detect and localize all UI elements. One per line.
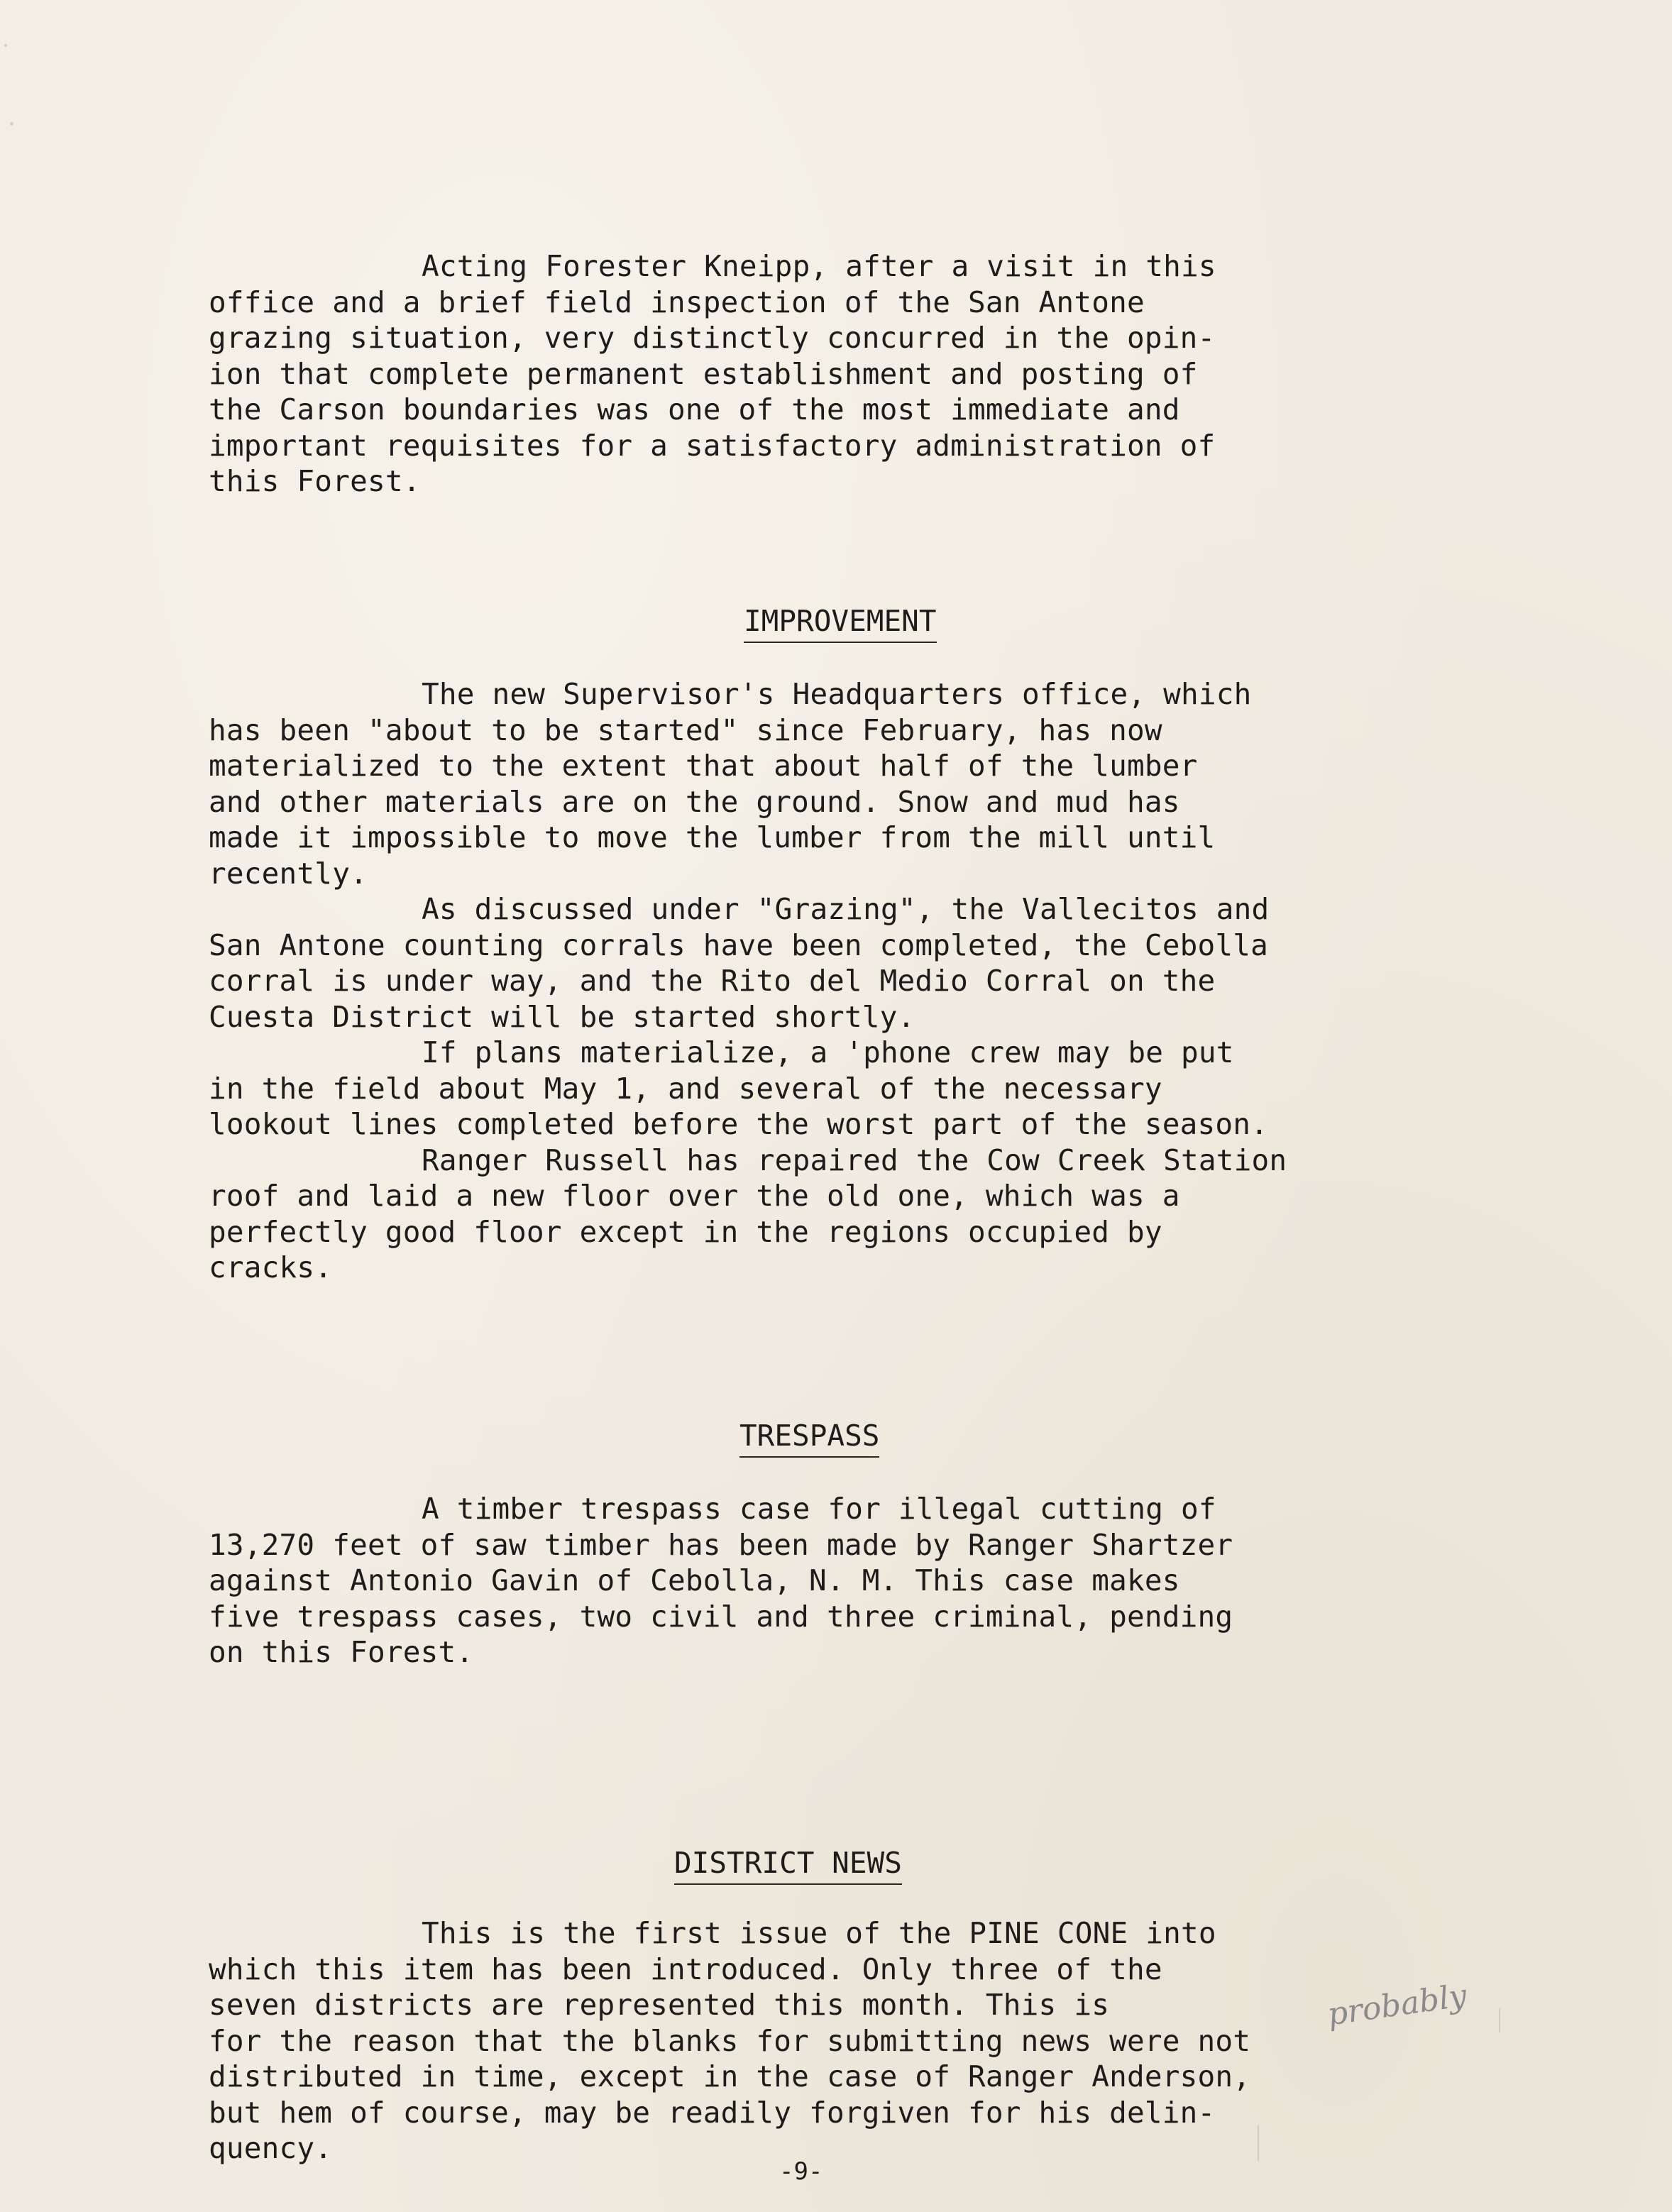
paper-mark xyxy=(10,122,13,126)
text-line: 13,270 feet of saw timber has been made by Ranger Shartzer xyxy=(209,1527,1233,1562)
text-line: against Antonio Gavin of Cebolla, N. M. This case makes xyxy=(209,1563,1180,1597)
trespass-paragraph xyxy=(209,1491,1522,1671)
text-line: cracks. xyxy=(209,1250,333,1284)
text-line: A timber trespass case for illegal cutting of xyxy=(422,1492,1216,1526)
text-line: office and a brief field inspection of the San Antone xyxy=(209,285,1145,319)
text-line: Cuesta District will be started shortly. xyxy=(209,999,915,1034)
text-line: Acting Forester Kneipp, after a visit in this xyxy=(422,249,1216,283)
text-line: If plans materialize, a 'phone crew may be put xyxy=(422,1035,1234,1069)
intro-paragraph xyxy=(209,248,1522,500)
text-line: for the reason that the blanks for submitting news were not xyxy=(209,2023,1251,2058)
text-line: San Antone counting corrals have been completed, the Cebolla xyxy=(209,928,1269,962)
text-line: materialized to the extent that about half of the lumber xyxy=(209,749,1198,783)
text-line: corral is under way, and the Rito del Medio Corral on the xyxy=(209,964,1216,998)
text-line: but hem of course, may be readily forgiven for his delin- xyxy=(209,2095,1216,2130)
text-line: quency. xyxy=(209,2131,333,2165)
text-line: As discussed under "Grazing", the Vallecitos and xyxy=(422,892,1270,926)
text-line: ion that complete permanent establishment and posting of xyxy=(209,356,1198,391)
text-line: This is the first issue of the PINE CONE into xyxy=(422,1916,1216,1950)
text-line: the Carson boundaries was one of the most immediate and xyxy=(209,392,1180,427)
section-heading-improvement: IMPROVEMENT xyxy=(744,603,937,643)
text-line: on this Forest. xyxy=(209,1635,474,1669)
handwritten-annotation: probably xyxy=(1325,1977,1469,2033)
improvement-paragraph xyxy=(209,676,1522,1286)
paper-mark xyxy=(4,44,7,47)
text-line: grazing situation, very distinctly concurred in the opin- xyxy=(209,321,1216,355)
district-news-paragraph xyxy=(209,1915,1522,2167)
page-number: -9- xyxy=(779,2157,823,2186)
text-line: five trespass cases, two civil and three criminal, pending xyxy=(209,1599,1233,1634)
text-line: important requisites for a satisfactory administration of xyxy=(209,428,1216,463)
text-line: lookout lines completed before the worst part of the season. xyxy=(209,1107,1269,1141)
section-heading-trespass: TRESPASS xyxy=(739,1418,879,1458)
text-line: roof and laid a new floor over the old one, which was a xyxy=(209,1179,1180,1213)
text-line: The new Supervisor's Headquarters office, which xyxy=(422,677,1252,711)
text-line: and other materials are on the ground. Snow and mud has xyxy=(209,784,1180,819)
text-line: which this item has been introduced. Only three of the xyxy=(209,1952,1162,1986)
text-line: seven districts are represented this month. This is xyxy=(209,1988,1110,2022)
text-line: this Forest. xyxy=(209,464,421,498)
section-heading-district-news: DISTRICT NEWS xyxy=(674,1845,902,1885)
text-line: has been "about to be started" since February, has now xyxy=(209,712,1162,747)
paper-mark xyxy=(1258,2125,1259,2161)
text-line: recently. xyxy=(209,856,368,891)
paper-mark xyxy=(1499,2008,1500,2032)
text-line: Ranger Russell has repaired the Cow Creek Station xyxy=(422,1143,1287,1177)
text-line: distributed in time, except in the case of Ranger Anderson, xyxy=(209,2059,1251,2093)
text-line: in the field about May 1, and several of the necessary xyxy=(209,1071,1162,1106)
text-line: perfectly good floor except in the regions occupied by xyxy=(209,1214,1162,1249)
text-line: made it impossible to move the lumber from the mill until xyxy=(209,820,1216,854)
